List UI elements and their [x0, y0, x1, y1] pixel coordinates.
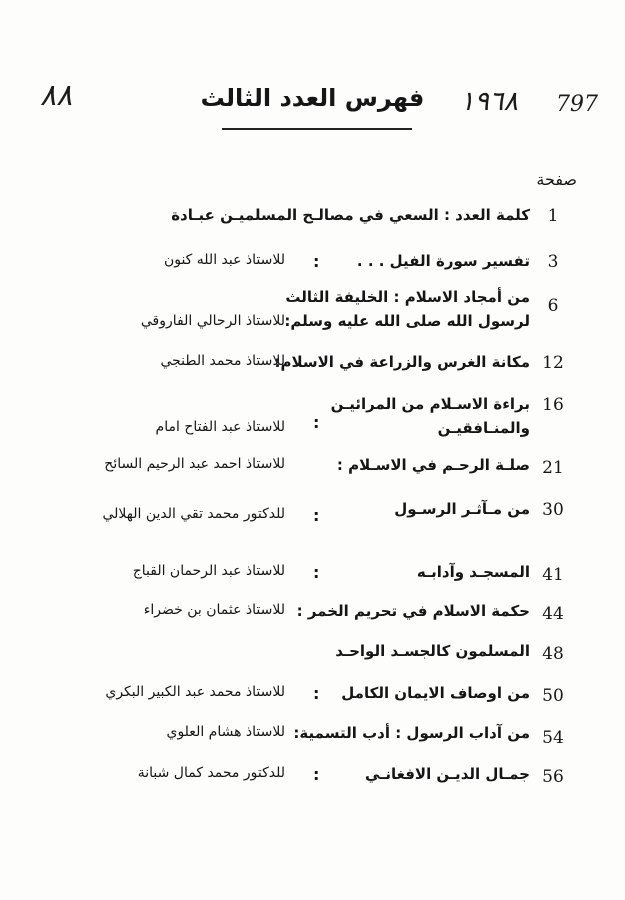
entry-page-number: 21 [542, 458, 564, 478]
entry-page-number: 48 [542, 644, 564, 664]
entry-title: من آداب الرسول : أدب التسمية: [293, 724, 530, 742]
entry-colon: : [313, 684, 320, 703]
entry-title: تفسير سورة الفيل . . . [356, 252, 530, 270]
entry-title: من اوصاف الايمان الكامل [341, 684, 530, 702]
title-underline [222, 128, 412, 130]
entry-colon: : [313, 413, 320, 432]
entry-author: للاستاذ عبد الله كنون [163, 252, 285, 268]
entry-title: المسلمون كالجسـد الواحـد [335, 642, 530, 660]
entry-page-number: 44 [542, 604, 564, 624]
entry-colon: : [313, 563, 320, 582]
entry-page-number: 6 [547, 296, 559, 316]
entry-page-number: 50 [542, 686, 564, 706]
entry-title: مكانة الغرس والزراعة في الاسلام: [274, 353, 530, 371]
entry-author: للاستاذ عبد الفتاح امام [155, 419, 285, 435]
handwritten-year: ١٩٦٨ [460, 86, 519, 117]
entry-title-line2: لرسول الله صلى الله عليه وسلم: [284, 312, 530, 330]
entry-title-line2: والمنـافقيـن [437, 419, 530, 437]
entry-title: صلـة الرحـم في الاسـلام : [336, 456, 530, 474]
entry-author: للدكتور محمد كمال شبانة [137, 765, 285, 781]
page-title: فهرس العدد الثالث [200, 84, 425, 112]
entry-title: جمـال الديـن الافغانـي [365, 765, 530, 783]
entry-author: للاستاذ عثمان بن خضراء [143, 602, 285, 618]
entry-page-number: 3 [547, 252, 559, 272]
entry-author: للاستاذ الرحالي الفاروقي [140, 313, 285, 329]
entry-colon: : [313, 252, 320, 271]
entry-page-number: 54 [542, 728, 564, 748]
entry-title: براءة الاسـلام من المرائيـن [330, 395, 530, 413]
handwritten-number: 797 [556, 92, 598, 117]
entry-title: حكمة الاسلام في تحريم الخمر : [296, 602, 530, 620]
entry-author: للاستاذ محمد الطنجي [160, 353, 285, 369]
entry-title: من أمجاد الاسلام : الخليفة الثالث [285, 288, 530, 306]
page-column-header: صفحة [536, 170, 577, 189]
entry-author: للاستاذ عبد الرحمان القباج [132, 563, 285, 579]
entry-author: للدكتور محمد تقي الدين الهلالي [102, 506, 285, 522]
entry-author: للاستاذ محمد عبد الكبير البكري [105, 684, 285, 700]
entry-page-number: 56 [542, 767, 564, 787]
entry-colon: : [313, 765, 320, 784]
entry-page-number: 41 [542, 565, 564, 585]
handwritten-mark-left: ٨٨ [40, 78, 73, 113]
entry-page-number: 30 [542, 500, 564, 520]
entry-author: للاستاذ هشام العلوي [166, 724, 285, 740]
entry-page-number: 1 [547, 206, 559, 226]
entry-colon: : [313, 506, 320, 525]
entry-title: من مـآثـر الرسـول [394, 500, 530, 518]
entry-title: المسجـد وآدابـه [416, 563, 530, 581]
entry-title: كلمة العدد : السعي في مصالـح المسلميـن عبـادة [171, 206, 530, 224]
entry-author: للاستاذ احمد عبد الرحيم السائح [104, 456, 285, 472]
entry-page-number: 16 [542, 395, 564, 415]
entry-page-number: 12 [542, 353, 564, 373]
